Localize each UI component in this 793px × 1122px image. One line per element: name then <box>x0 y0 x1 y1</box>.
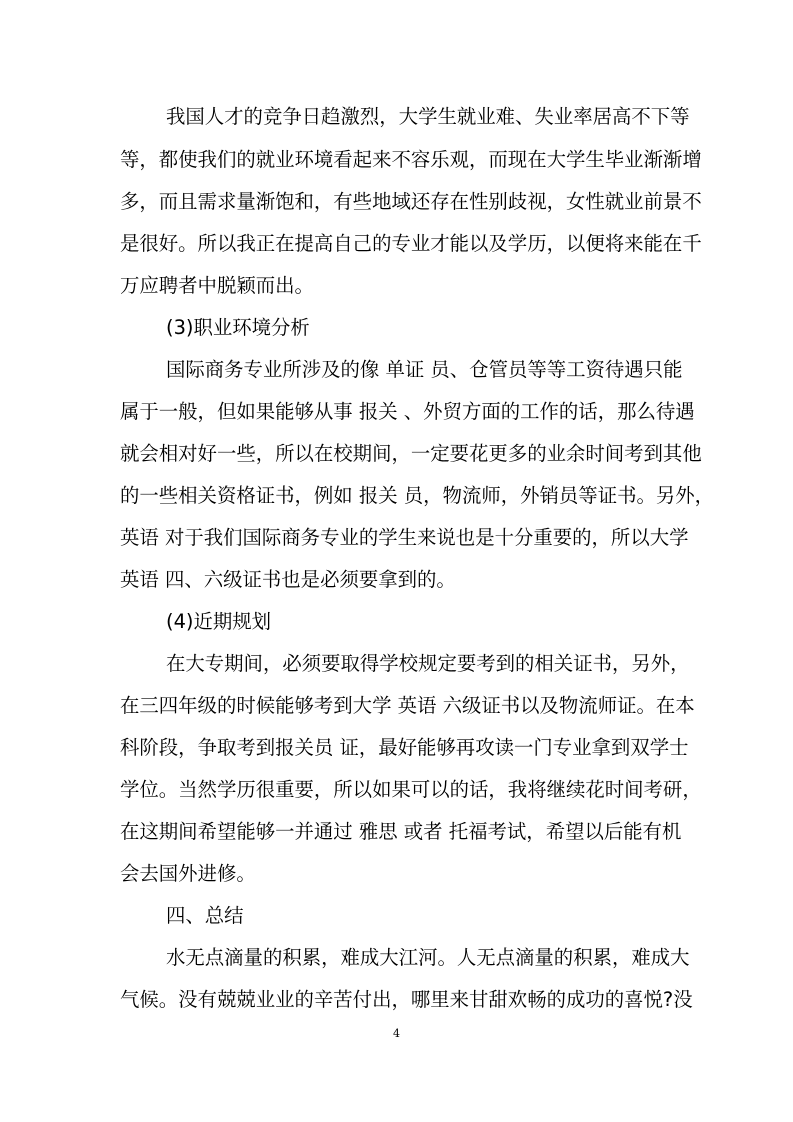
paragraph-line: 英语 对于我们国际商务专业的学生来说也是十分重要的，所以大学 <box>120 526 689 549</box>
paragraph-line: 属于一般，但如果能够从事 报关 、外贸方面的工作的话，那么待遇 <box>120 400 695 423</box>
paragraph-line: 在这期间希望能够一并通过 雅思 或者 托福考试，希望以后能有机 <box>120 820 682 843</box>
paragraph-line: 学位。当然学历很重要，所以如果可以的话，我将继续花时间考研， <box>120 778 702 801</box>
paragraph-line: 国际商务专业所涉及的像 单证 员、仓管员等等工资待遇只能 <box>166 358 683 381</box>
paragraph-line: 的一些相关资格证书，例如 报关 员，物流师，外销员等证书。另外， <box>120 484 715 507</box>
paragraph-line: 在三四年级的时候能够考到大学 英语 六级证书以及物流师证。在本 <box>120 694 695 717</box>
paragraph-line: 就会相对好一些，所以在校期间，一定要花更多的业余时间考到其他 <box>120 442 702 465</box>
paragraph-line: 英语 四、六级证书也是必须要拿到的。 <box>120 568 456 591</box>
paragraph-line: 气候。没有兢兢业业的辛苦付出，哪里来甘甜欢畅的成功的喜悦?没 <box>120 988 693 1011</box>
paragraph-line: 等，都使我们的就业环境看起来不容乐观，而现在大学生毕业渐渐增 <box>120 148 702 171</box>
paragraph-line: 会去国外进修。 <box>120 862 256 885</box>
section-heading: (3)职业环境分析 <box>166 316 310 339</box>
section-heading: 四、总结 <box>166 904 244 927</box>
paragraph-line: 我国人才的竞争日趋激烈，大学生就业难、失业率居高不下等 <box>166 105 690 128</box>
page-number: 4 <box>393 1027 400 1040</box>
paragraph-line: 科阶段，争取考到报关员 证，最好能够再攻读一门专业拿到双学士 <box>120 736 689 759</box>
section-heading: (4)近期规划 <box>166 610 272 633</box>
paragraph-line: 万应聘者中脱颖而出。 <box>120 274 314 297</box>
paragraph-line: 水无点滴量的积累，难成大江河。人无点滴量的积累，难成大 <box>166 946 690 969</box>
paragraph-line: 多，而且需求量渐饱和，有些地域还存在性别歧视，女性就业前景不 <box>120 190 702 213</box>
paragraph-line: 在大专期间，必须要取得学校规定要考到的相关证书，另外， <box>166 652 690 675</box>
paragraph-line: 是很好。所以我正在提高自己的专业才能以及学历，以便将来能在千 <box>120 232 702 255</box>
